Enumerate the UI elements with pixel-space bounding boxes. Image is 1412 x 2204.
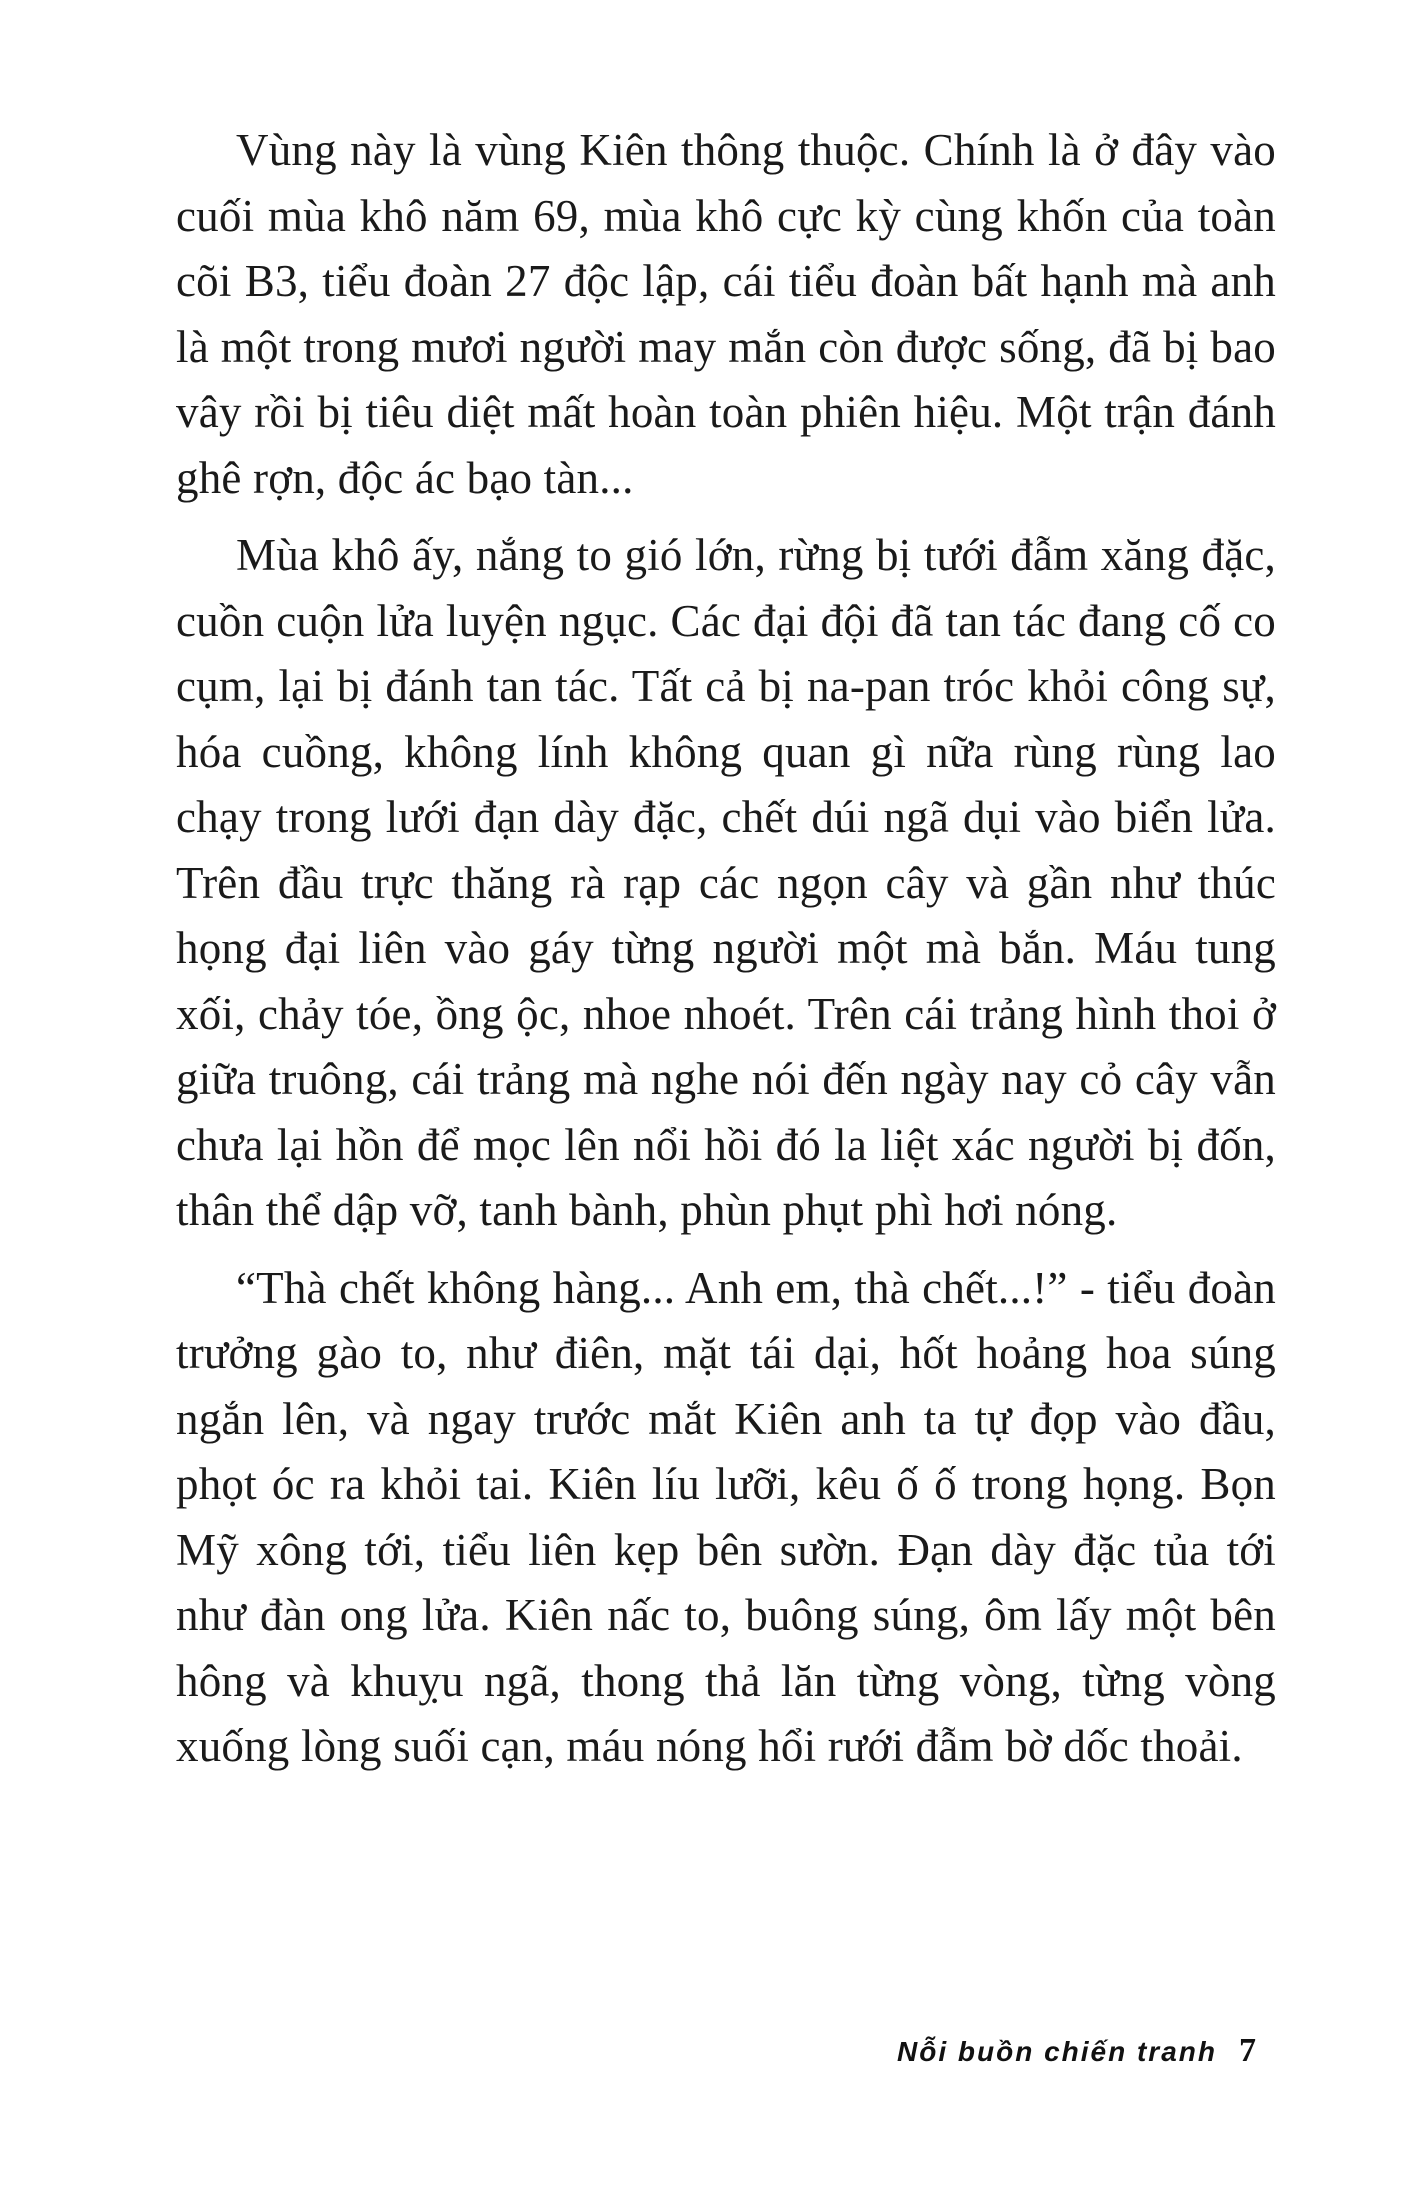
- running-title: Nỗi buồn chiến tranh: [897, 2036, 1217, 2067]
- paragraph-2: Mùa khô ấy, nắng to gió lớn, rừng bị tưới đẫm xăng đặc, cuồn cuộn lửa luyện ngục. Các đại đội đã tan tác đang cố co cụm, lại bị đánh tan tác. Tất cả bị na-pan tróc khỏi công sự, hóa cuồng, không lính không quan gì nữa rùng rùng lao chạy trong lưới đạn dày đặc, chết dúi ngã dụi vào biển lửa. Trên đầu trực thăng rà rạp các ngọn cây và gần như thúc họng đại liên vào gáy từng người một mà bắn. Máu tung xối, chảy tóe, ồng ộc, nhoe nhoét. Trên cái trảng hình thoi ở giữa truông, cái trảng mà nghe nói đến ngày nay cỏ cây vẫn chưa lại hồn để mọc lên nổi hồi đó la liệt xác người bị đốn, thân thể dập vỡ, tanh bành, phùn phụt phì hơi nóng.: [176, 530, 1276, 1235]
- body-text: [176, 118, 1276, 1780]
- page-number: 7: [1239, 2032, 1256, 2069]
- paragraph-3: “Thà chết không hàng... Anh em, thà chết...!” - tiểu đoàn trưởng gào to, như điên, mặt tái dại, hốt hoảng hoa súng ngắn lên, và ngay trước mắt Kiên anh ta tự đọp vào đầu, phọt óc ra khỏi tai. Kiên líu lưỡi, kêu ố ố trong họng. Bọn Mỹ xông tới, tiểu liên kẹp bên sườn. Đạn dày đặc tủa tới như đàn ong lửa. Kiên nấc to, buông súng, ôm lấy một bên hông và khuỵu ngã, thong thả lăn từng vòng, từng vòng xuống lòng suối cạn, máu nóng hổi rưới đẫm bờ dốc thoải.: [176, 1262, 1276, 1771]
- page-footer: [897, 2032, 1256, 2070]
- paragraph-1: Vùng này là vùng Kiên thông thuộc. Chính là ở đây vào cuối mùa khô năm 69, mùa khô cực kỳ cùng khốn của toàn cõi B3, tiểu đoàn 27 độc lập, cái tiểu đoàn bất hạnh mà anh là một trong mươi người may mắn còn được sống, đã bị bao vây rồi bị tiêu diệt mất hoàn toàn phiên hiệu. Một trận đánh ghê rợn, độc ác bạo tàn...: [176, 125, 1276, 503]
